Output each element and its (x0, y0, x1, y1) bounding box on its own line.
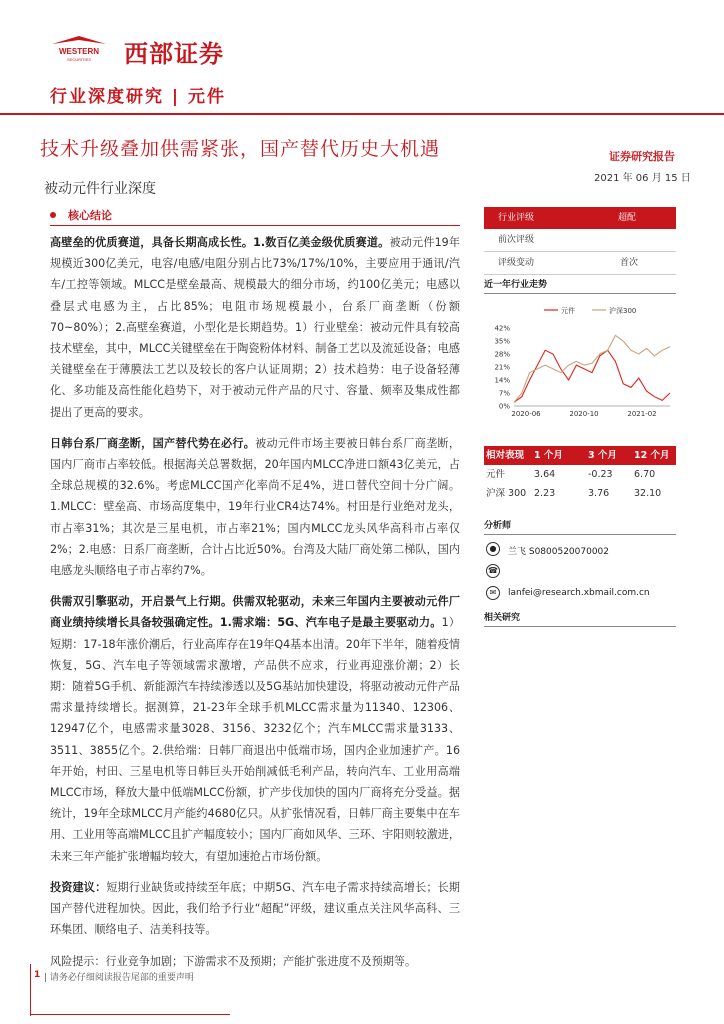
x-tick-label: 2021-02 (627, 410, 657, 418)
y-tick-label: 35% (494, 337, 510, 346)
logo-sub: SECURITIES (66, 57, 92, 62)
paragraph-lead: 日韩台系厂商垄断，国产替代势在必行。 (50, 436, 256, 450)
company-logo (48, 34, 110, 64)
header-cell: 3 个月 (588, 450, 617, 461)
cell: 3.76 (588, 488, 610, 499)
cell: 沪深 300 (486, 488, 527, 499)
y-tick-label: 28% (494, 350, 510, 359)
y-tick-label: 0% (498, 402, 510, 411)
series-line-1 (514, 335, 670, 402)
rating-key: 前次评级 (498, 235, 535, 245)
analyst-email[interactable]: lanfei@research.xbmail.com.cn (508, 588, 650, 598)
analyst-label: 分析师 (484, 518, 676, 535)
report-subtitle: 被动元件行业深度 (44, 181, 156, 197)
analyst-name: 兰飞 S0800520070002 (508, 547, 610, 557)
brand-name: 西部证券 (124, 40, 224, 68)
rating-table (484, 207, 676, 275)
cell: 2.23 (534, 488, 556, 499)
y-tick-label: 21% (494, 363, 510, 372)
cell: 6.70 (634, 469, 656, 480)
header-cell: 12 个月 (634, 450, 670, 461)
analyst-row (484, 540, 676, 562)
header-cell: 1 个月 (534, 450, 563, 461)
related-research-label: 相关研究 (484, 610, 676, 627)
header-cell: 相对表现 (486, 450, 525, 461)
core-conclusion-label: 核心结论 (68, 209, 112, 222)
table-header (484, 446, 676, 465)
core-conclusion-header (50, 207, 460, 226)
y-axis (494, 325, 510, 411)
phone-row (484, 562, 676, 584)
email-row (484, 584, 676, 606)
page-number: 1 (34, 970, 41, 980)
y-tick-label: 7% (498, 389, 510, 398)
phone-icon: ☎ (486, 564, 500, 578)
legend-label-1: 沪深300 (609, 307, 637, 315)
rating-row (484, 229, 676, 252)
bullet-icon (50, 212, 56, 218)
trend-label: 近一年行业走势 (484, 277, 676, 294)
x-axis (511, 406, 670, 418)
rating-key: 行业评级 (498, 213, 535, 223)
cell: 32.10 (634, 488, 662, 499)
paragraph (50, 591, 460, 867)
x-tick-label: 2020-10 (569, 410, 599, 418)
report-date: 2021 年 06 月 15 日 (594, 173, 691, 184)
paragraph (50, 877, 460, 941)
rating-row (484, 252, 676, 275)
report-title: 技术升级叠加供需紧张，国产替代历史大机遇 (40, 138, 441, 160)
paragraph (50, 433, 460, 581)
trend-chart (484, 296, 676, 424)
cell: -0.23 (588, 469, 613, 480)
paragraph-text: 短期行业缺货或持续至年底；中期5G、汽车电子需求持续高增长；长期国产替代进程加快。因此，我们给予行业“超配”评级，建议重点关注风华高科、三环集团、顺络电子、洁美科技等。 (50, 880, 460, 937)
rating-value: 超配 (618, 213, 637, 223)
cell: 3.64 (534, 469, 556, 480)
footer-decoration (30, 964, 31, 1016)
x-tick-label: 2020-06 (511, 410, 541, 418)
paragraph-lead: 投资建议： (50, 880, 107, 894)
table-row (484, 484, 676, 503)
y-tick-label: 14% (494, 376, 510, 385)
paragraph-text: 风险提示：行业竞争加剧；下游需求不及预期；产能扩张进度不及预期等。 (50, 954, 417, 968)
relative-performance-table (484, 446, 676, 503)
paragraph-text: 被动元件19年规模近300亿美元，电容/电感/电阻分别占比73%/17%/10%，主要应用于通讯/汽车/工控等领域。MLCC是壁垒最高、规模最大的细分市场，约100亿美元；电感以叠层式电感为主，占比85%；电阻市场规模最小，台系厂商垄断（份额70~80%）；2.高壁垒赛道，小型化是长期趋势。1）行业壁垒：被动元件具有较高技术壁垒，其中，MLCC关键壁垒在于陶瓷粉体材料、制备工艺以及流延设备；电感关键壁垒在于薄膜法工艺以及较长的客户认证周期；2）技术趋势：电子设备轻薄化、多功能及高性能化趋势下，对于被动元件产品的尺寸、容量、频率及集成性都提出了更高的要求。 (50, 236, 461, 419)
series-label: 证券研究报告 (609, 150, 675, 163)
cell: 元件 (486, 469, 506, 480)
table-row (484, 465, 676, 484)
y-tick-label: 42% (494, 324, 510, 333)
paragraph (50, 232, 460, 423)
core-body (50, 232, 460, 982)
rating-key: 评级变动 (498, 258, 535, 268)
rating-row (484, 207, 676, 229)
paragraph-lead: 高壁垒的优质赛道，具备长期高成长性。1.数百亿美金级优质赛道。 (50, 236, 390, 249)
rating-value: 首次 (620, 258, 639, 268)
paragraph-text: 1）短期：17-18年涨价潮后，行业高库存在19年Q4基本出清。20年下半年，随着疫情恢复，5G、汽车电子等领域需求激增，产品供不应求，行业再迎涨价潮；2）长期：随着5G手机、新能源汽车持续渗透以及5G基站加快建设，将驱动被动元件产品需求量持续增长。据测算，21-23年全球手机MLCC需求量为11340、12306、12947亿个，电感需求量3028、3156、3232亿个；汽车MLCC需求量3133、3511、3855亿个。2.供给端：日韩厂商退出中低端市场，国内企业加速扩产。16年开始，村田、三星电机等日韩巨头开始削减低毛利产品，转向汽车、工业用高端MLCC市场，释放大量中低端MLCC份额，扩产步伐加快的国内厂商将充分受益。据统计，19年全球MLCC月产能约4680亿只。从扩张情况看，日韩厂商主要集中在车用、工业用等高端MLCC且扩产幅度较小；国内厂商如风华、三环、宇阳则较激进，未来三年产能扩张增幅均较大，有望加速抢占市场份额。 (50, 616, 460, 863)
footer-disclaimer: | 请务必仔细阅读报告尾部的重要声明 (44, 973, 194, 983)
report-type: 行业深度研究 | 元件 (50, 87, 227, 107)
series-line-0 (514, 350, 670, 402)
paragraph-text: 被动元件市场主要被日韩台系厂商垄断，国内厂商市占率较低。根据海关总署数据，20年国内MLCC净进口额43亿美元，占全球总规模的32.6%。考虑MLCC国产化率尚不足4%，进口替代空间十分广阔。1.MLCC：壁垒高、市场高度集中，19年行业CR4达74%。村田是行业绝对龙头，市占率31%；其次是三星电机，市占率21%；国内MLCC龙头风华高科市占率仅2%；2.电感：日系厂商垄断，合计占比近50%。台湾及大陆厂商处第二梯队，国内电感龙头顺络电子市占率约7%。 (50, 436, 460, 578)
logo-text: WESTERN (59, 47, 99, 56)
person-icon: ● (486, 542, 500, 556)
paragraph (50, 951, 460, 972)
legend-label-0: 元件 (561, 307, 575, 315)
footer-decoration (30, 1014, 230, 1015)
plot-area (514, 335, 670, 402)
mail-icon: ✉ (486, 586, 500, 600)
header-divider (0, 113, 724, 115)
paragraph-lead: 供需双引擎驱动，开启景气上行期。供需双轮驱动，未来三年国内主要被动元件厂商业绩持续增长具备较强确定性。1.需求端：5G、汽车电子是最主要驱动力。 (50, 595, 460, 630)
